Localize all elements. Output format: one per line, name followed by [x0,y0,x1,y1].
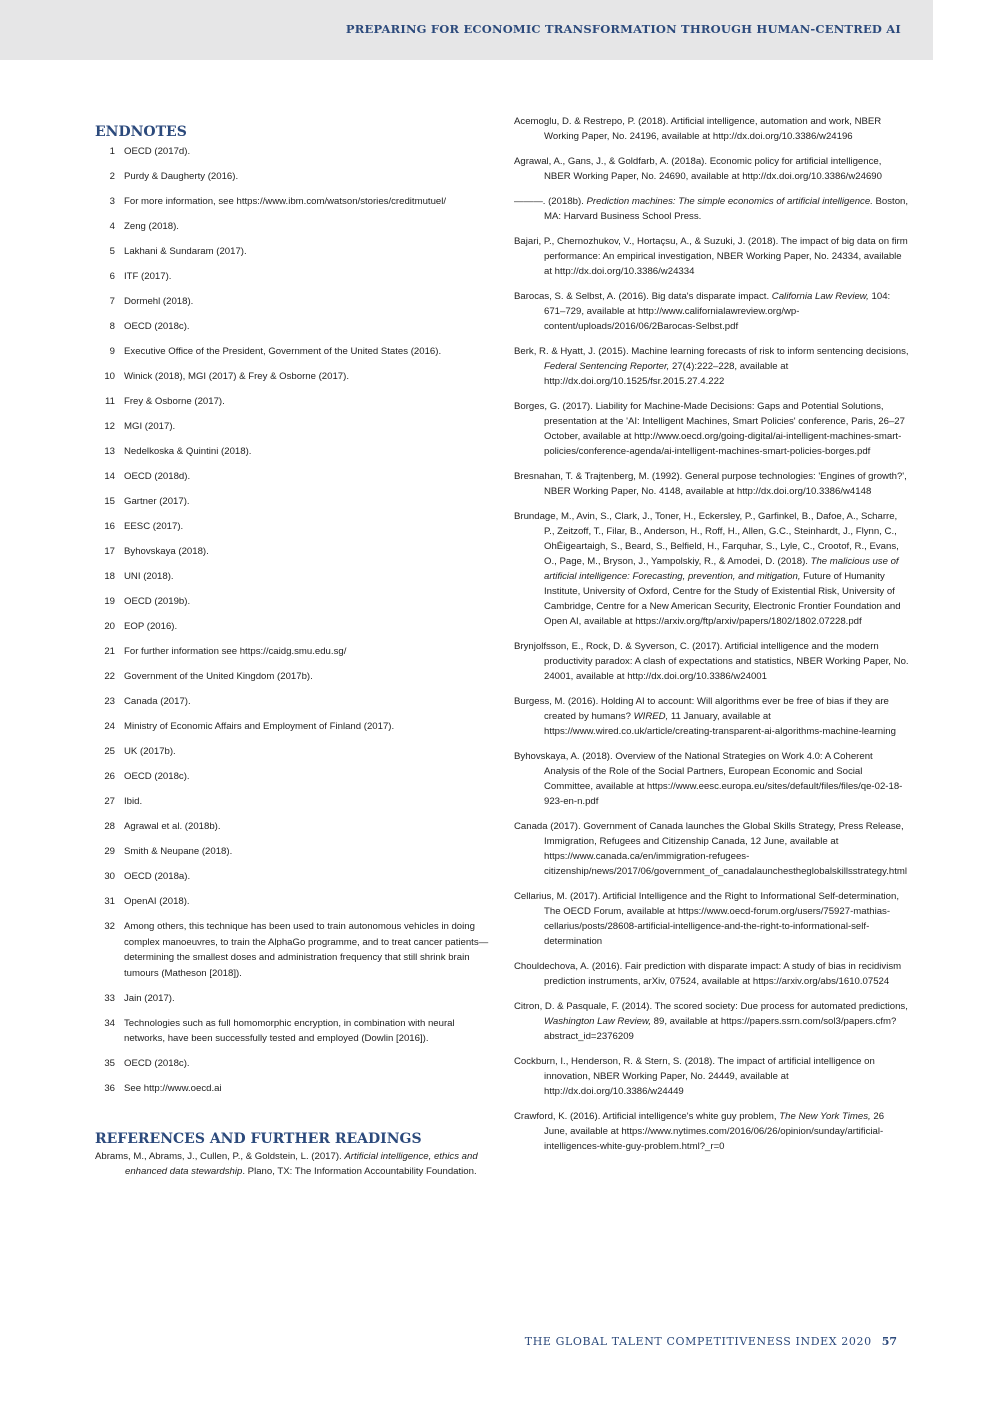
endnote-text: For further information see https://caidg.smu.edu.sg/ [124,646,347,657]
endnote-text: See http://www.oecd.ai [124,1083,222,1094]
reference-text: Berk, R. & Hyatt, J. (2015). Machine learning forecasts of risk to inform sentencing decisions, [514,346,909,357]
endnote-item [95,194,490,210]
endnote-item [95,394,490,410]
reference-text: Barocas, S. & Selbst, A. (2016). Big data's disparate impact. [514,291,772,302]
endnote-text: For more information, see https://www.ibm.com/watson/stories/creditmutuel/ [124,196,447,207]
reference-text: Chouldechova, A. (2016). Fair prediction with disparate impact: A study of bias in recidivism prediction instruments, arXiv, 07524, available at https://arxiv.org/abs/1610.07524 [514,961,902,987]
reference-entry [514,1054,909,1099]
endnote-item [95,369,490,385]
reference-text: 104: 671–729, available at http://www.californialawreview.org/wp-content/uploads/2016/06/2Barocas-Selbst.pdf [544,291,891,332]
reference-text: 27(4):222–228, available at http://dx.doi.org/10.1525/fsr.2015.27.4.222 [544,361,789,387]
endnote-item [95,569,490,585]
endnote-text: OECD (2017d). [124,146,191,157]
endnote-item [95,169,490,185]
running-header [0,0,933,60]
endnote-text: OECD (2018d). [124,471,191,482]
reference-text: Byhovskaya, A. (2018). Overview of the National Strategies on Work 4.0: A Coherent Analysis of the Role of the Social Partners, European Economic and Social Committee, available at https://www.eesc.europa.eu/sites/default/files/files/qe-02-18-923-en-n.pdf [514,751,903,807]
endnote-text: Agrawal et al. (2018b). [124,821,221,832]
endnote-item [95,669,490,685]
right-column [514,114,909,1164]
endnote-text: Lakhani & Sundaram (2017). [124,246,247,257]
endnote-number: 20 [104,621,115,632]
endnote-text: UK (2017b). [124,746,176,757]
endnote-item [95,1056,490,1072]
reference-entry [514,289,909,334]
reference-text: Acemoglu, D. & Restrepo, P. (2018). Artificial intelligence, automation and work, NBER Working Paper, No. 24196, available at http://dx.doi.org/10.3386/w24196 [514,116,882,142]
endnote-number: 6 [109,271,115,282]
page-footer [525,1335,897,1348]
endnote-number: 8 [109,321,115,332]
endnote-text: Purdy & Daugherty (2016). [124,171,239,182]
endnote-text: Jain (2017). [124,992,175,1004]
reference-title: WIRED, [633,711,669,722]
endnote-item [95,819,490,835]
reference-entry [514,509,909,629]
endnote-number: 9 [109,346,115,357]
endnote-number: 26 [104,771,115,782]
endnote-text: Winick (2018), MGI (2017) & Frey & Osborne (2017). [124,371,349,382]
reference-entry [514,114,909,144]
reference-title: Prediction machines: The simple economics of artificial intelligence. [586,196,873,207]
endnote-number: 32 [104,921,115,932]
endnote-item [95,769,490,785]
endnote-text: Technologies such as full homomorphic encryption, in combination with neural networks, have been successfully tested and employed (Dowlin [2016]). [124,1017,455,1044]
endnote-number: 2 [109,171,115,182]
endnote-text: Gartner (2017). [124,496,190,507]
left-column [95,122,490,1189]
endnote-item [95,244,490,260]
reference-text: Cellarius, M. (2017). Artificial Intelligence and the Right to Informational Self-determination, The OECD Forum, available at https://www.oecd-forum.org/users/75927-mathias-cellarius/posts/28608-artificial-intelligence-and-the-right-to-informational-self-determination [514,891,900,947]
reference-text: Agrawal, A., Gans, J., & Goldfarb, A. (2018a). Economic policy for artificial intelligence, NBER Working Paper, No. 24690, available at http://dx.doi.org/10.3386/w24690 [514,156,882,182]
reference-entry [514,399,909,459]
reference-entry [514,154,909,184]
endnote-number: 11 [105,396,115,407]
reference-title: Artificial intelligence, ethics and enhanced data stewardship [125,1150,478,1177]
reference-text: ———. (2018b). [514,196,587,207]
endnote-item [95,469,490,485]
endnote-item [95,444,490,460]
endnote-item [95,719,490,735]
reference-text: Citron, D. & Pasquale, F. (2014). The scored society: Due process for automated predictions, [514,1001,908,1012]
page-number: 57 [881,1335,897,1348]
reference-text: 89, available at https://papers.ssrn.com/sol3/papers.cfm?abstract_id=2376209 [544,1016,897,1042]
reference-text: 11 January, available at https://www.wired.co.uk/article/creating-transparent-ai-algorithms-machine-learning [544,711,896,737]
reference-text: . Plano, TX: The Information Accountability Foundation. [242,1165,477,1177]
reference-entry [514,1109,909,1154]
running-header-title: PREPARING FOR ECONOMIC TRANSFORMATION THROUGH HUMAN-CENTRED AI [345,22,901,36]
endnote-number: 17 [104,546,115,557]
endnote-number: 10 [104,371,115,382]
reference-text: Bajari, P., Chernozhukov, V., Hortaçsu, A., & Suzuki, J. (2018). The impact of big data on firm performance: An empirical investigation, NBER Working Paper, No. 24334, available at http://dx.doi.org/10.3386/w24334 [514,236,908,277]
endnote-number: 28 [104,821,115,832]
endnote-item [95,694,490,710]
endnote-text: Nedelkoska & Quintini (2018). [124,446,252,457]
endnote-number: 14 [104,471,115,482]
endnote-text: Smith & Neupane (2018). [124,846,233,857]
endnote-text: EOP (2016). [124,621,178,632]
endnote-item [95,494,490,510]
endnote-item [95,619,490,635]
endnote-text: Zeng (2018). [124,221,179,232]
endnote-number: 29 [104,846,115,857]
references-heading: REFERENCES AND FURTHER READINGS [95,1130,422,1147]
endnote-number: 36 [104,1083,115,1094]
reference-text: Abrams, M., Abrams, J., Cullen, P., & Goldstein, L. (2017). [95,1150,345,1162]
endnote-item [95,991,490,1007]
reference-entry [514,194,909,224]
reference-entry [514,694,909,739]
endnote-text: Frey & Osborne (2017). [124,396,225,407]
endnote-text: MGI (2017). [124,421,176,432]
endnote-text: ITF (2017). [124,271,172,282]
endnote-number: 7 [109,296,115,307]
endnote-item [95,294,490,310]
endnote-number: 27 [104,796,115,807]
reference-text: Borges, G. (2017). Liability for Machine-Made Decisions: Gaps and Potential Solutions, presentation at the 'AI: Intelligent Machines, Smart Policies' conference, Paris, 26–27 October, available at http://www.oecd.org/going-digital/ai-intelligent-machines-smart-policies/conference-agenda/ai-intelligent-machines-smart-policies-borges.pdf [514,401,905,457]
endnote-number: 34 [104,1017,115,1029]
endnote-number: 5 [109,246,115,257]
reference-entry [514,889,909,949]
endnote-text: OECD (2019b). [124,596,191,607]
endnote-number: 16 [104,521,115,532]
endnote-text: OECD (2018c). [124,321,190,332]
endnote-text: Government of the United Kingdom (2017b). [124,671,313,682]
endnote-item [95,519,490,535]
reference-entry [514,344,909,389]
endnote-text: EESC (2017). [124,521,184,532]
endnote-item [95,344,490,360]
references-right-list [514,114,909,1154]
endnote-number: 13 [104,446,115,457]
reference-text: Burgess, M. (2016). Holding AI to account: Will algorithms ever be free of bias if they are created by humans? [514,696,889,722]
endnote-number: 25 [104,746,115,757]
endnote-item [95,144,490,160]
reference-text: 26 June, available at https://www.nytimes.com/2016/06/26/opinion/sunday/artificial-intelligences-white-guy-problem.html?_r=0 [544,1111,885,1152]
endnote-number: 4 [109,221,115,232]
endnote-text: OECD (2018c). [124,771,190,782]
endnote-number: 22 [104,671,115,682]
endnote-item [95,919,490,981]
reference-entry [95,1149,490,1179]
reference-title: The malicious use of artificial intelligence: Forecasting, prevention, and mitigation, [544,556,899,582]
reference-text: Crawford, K. (2016). Artificial intelligence's white guy problem, [514,1111,780,1122]
endnote-item [95,844,490,860]
reference-title: California Law Review, [771,291,869,302]
endnote-item [95,419,490,435]
reference-title: Federal Sentencing Reporter, [544,361,670,372]
reference-text: Bresnahan, T. & Trajtenberg, M. (1992). General purpose technologies: 'Engines of growth?', NBER Working Paper, No. 4148, available at http://dx.doi.org/10.3386/w4148 [514,471,907,497]
endnote-number: 33 [104,992,115,1004]
endnote-number: 1 [109,146,115,157]
endnote-item [95,269,490,285]
endnote-text: Canada (2017). [124,696,191,707]
reference-title: Washington Law Review, [544,1016,652,1027]
endnote-item [95,1081,490,1097]
endnote-number: 19 [104,596,115,607]
reference-entry [514,639,909,684]
endnote-text: Executive Office of the President, Government of the United States (2016). [124,346,442,357]
endnote-number: 18 [104,571,115,582]
endnote-number: 21 [104,646,115,657]
endnote-number: 24 [104,721,115,732]
reference-entry [514,469,909,499]
references-left-list [95,1149,490,1179]
endnote-item [95,594,490,610]
endnote-text: OECD (2018a). [124,871,191,882]
reference-text: Future of Humanity Institute, University of Oxford, Centre for the Study of Existential Risk, University of Cambridge, Centre for a New American Security, Electronic Frontier Foundation and Open AI, available at https://arxiv.org/ftp/arxiv/papers/1802/1802.07228.pdf [544,571,901,627]
endnote-item [95,644,490,660]
endnote-text: UNI (2018). [124,571,174,582]
reference-text: Boston, MA: Harvard Business School Press. [544,196,909,222]
endnote-item [95,869,490,885]
reference-text: Brundage, M., Avin, S., Clark, J., Toner, H., Eckersley, P., Garfinkel, B., Dafoe, A., Scharre, P., Zeitzoff, T., Filar, B., Anderson, H., Roff, H., Allen, G.C., Steinhardt, J., Flynn, C., OhÉigeartaigh, S., Beard, S., Belfield, H., Farquhar, S., Lyle, C., Crootof, R., Evans, O., Page, M., Bryson, J., Yampolskiy, R., & Amodei, D. (2018). [514,511,899,567]
reference-text: Canada (2017). Government of Canada launches the Global Skills Strategy, Press Release, Immigration, Refugees and Citizenship Canada, 12 June, available at https://www.canada.ca/en/immigration-refugees-citizenship/news/2017/06/government_of_canadalaunchestheglobalskillsstrategy.html [514,821,908,877]
endnote-text: Among others, this technique has been used to train autonomous vehicles in doing complex manoeuvres, to train the AlphaGo programme, and to treat cancer patients—determining the smallest doses and administration frequency that still shrink brain tumours (Matheson [2018]). [124,921,489,979]
endnote-item [95,219,490,235]
reference-entry [514,819,909,879]
endnotes-list [95,144,490,1097]
endnote-item [95,1016,490,1047]
endnote-item [95,744,490,760]
reference-text: Cockburn, I., Henderson, R. & Stern, S. (2018). The impact of artificial intelligence on innovation, NBER Working Paper, No. 24449, available at http://dx.doi.org/10.3386/w24449 [514,1056,875,1097]
reference-entry [514,234,909,279]
reference-title: The New York Times, [779,1111,871,1122]
endnote-text: Ibid. [124,796,143,807]
endnote-number: 31 [104,896,115,907]
footer-title: THE GLOBAL TALENT COMPETITIVENESS INDEX 2020 [524,1335,872,1348]
endnote-text: Byhovskaya (2018). [124,546,209,557]
reference-entry [514,749,909,809]
endnote-item [95,894,490,910]
endnote-text: OpenAI (2018). [124,896,190,907]
endnote-item [95,544,490,560]
endnote-item [95,319,490,335]
endnotes-heading: ENDNOTES [95,124,187,140]
endnote-text: OECD (2018c). [124,1058,190,1069]
endnote-number: 12 [104,421,115,432]
endnote-number: 23 [104,696,115,707]
endnote-number: 15 [104,496,115,507]
endnote-number: 3 [109,196,115,207]
endnote-item [95,794,490,810]
reference-entry [514,959,909,989]
reference-entry [514,999,909,1044]
endnote-number: 35 [104,1058,115,1069]
endnote-number: 30 [104,871,115,882]
endnote-text: Dormehl (2018). [124,296,194,307]
endnote-text: Ministry of Economic Affairs and Employment of Finland (2017). [124,721,395,732]
reference-text: Brynjolfsson, E., Rock, D. & Syverson, C. (2017). Artificial intelligence and the modern productivity paradox: A clash of expectations and statistics, NBER Working Paper, No. 24001, available at http://dx.doi.org/10.3386/w24001 [514,641,909,682]
